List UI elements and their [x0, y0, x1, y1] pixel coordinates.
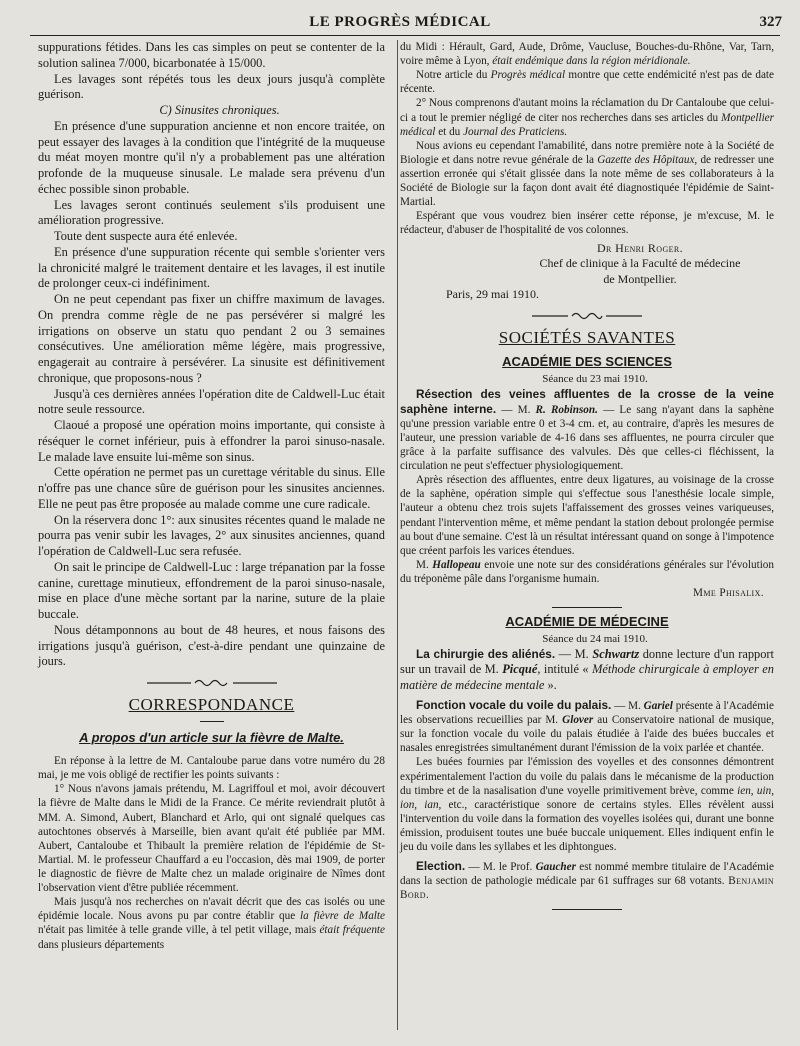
reporter-signature: Benjamin Bord.	[400, 875, 775, 902]
text-run: donne lecture d'un rapport sur un travail de M.	[400, 646, 774, 677]
paragraph	[400, 139, 774, 210]
paragraph	[400, 40, 774, 68]
date-line: Paris, 29 mai 1910.	[446, 287, 539, 302]
author-name: Hallopeau	[432, 558, 481, 571]
text-run: n'était pas limitée à telle grande ville, à tel petit village, mais	[38, 924, 320, 937]
text-run: — Le sang n'ayant dans la saphène qu'une pression variable entre 0 et 3-4 cm. et, au contraire, d'après les mesures de l'auteur, une pression variable de 4-16 dans ses affluentes, ne pourra circuler que grâce à la parfaite suffisance des valvules. Dès que celles-ci fléchissent, la circulation ne peut s'effectuer physiologiquement.	[400, 403, 774, 473]
signature-name: Dr Henri Roger.	[596, 240, 684, 255]
author-name: Gaucher	[535, 861, 576, 874]
report-heading: Fonction vocale du voile du palais.	[416, 697, 612, 712]
header-rule	[30, 35, 780, 36]
paragraph: Espérant que vous voudrez bien insérer cette réponse, je m'excuse, M. le rédacteur, d'abuser de l'hospitalité de vos colonnes.	[400, 210, 774, 237]
emphasis: Montpellier médical	[400, 111, 774, 138]
emphasis: Journal des Praticiens.	[463, 125, 568, 138]
subheading-chronic-sinusitis: C) Sinusites chroniques.	[159, 103, 280, 117]
emphasis: était fréquente	[319, 924, 385, 937]
running-title: LE PROGRÈS MÉDICAL	[309, 14, 491, 30]
left-column	[38, 40, 385, 952]
text-run: M.	[416, 558, 433, 571]
emphasis: ien, uin, ion, ian,	[400, 784, 775, 811]
paragraph: En réponse à la lettre de M. Cantaloube parue dans votre numéro du 28 mai, je me vois obligé de rectifier les points suivants :	[38, 755, 385, 782]
text-run: au Conservatoire national de musique, sur la fonction vocale du voile du palais étudiée à l'aide des buées buccales et nasales enregistrées simultanément durant l'émission de la voix parlée et chantée.	[400, 714, 774, 755]
paragraph: Les lavages seront continués seulement s'ils produisent une amélioration progressive.	[38, 197, 385, 228]
right-column	[400, 40, 774, 910]
paragraph: Après résection des affluentes, entre deux ligatures, au voisinage de la crosse de la saphène, opération simple qui s'effectue sous l'anesthésie locale simple, l'auteur a obtenu chez trois sujets l'affaissement des grosses veines variqueuses, pendant l'intervention même, et même pendant la station debout prolongée permise au bout d'une semaine. C'est là un résultat intéressant quand on songe à l'impotence que créent parfois les varices étendues.	[400, 474, 774, 557]
ornamental-divider	[532, 311, 642, 321]
page-number: 327	[759, 14, 782, 30]
section-title-societes: SOCIÉTÉS SAVANTES	[498, 327, 676, 347]
paragraph: Nous détamponnons au bout de 48 heures, et nous faisons des irrigations jusqu'à guérison, c'est-à-dire pendant une quinzaine de jours.	[38, 622, 385, 669]
paragraph: Les lavages sont répétés tous les deux jours jusqu'à complète guérison.	[38, 71, 385, 102]
paragraph	[400, 96, 774, 138]
emphasis: Méthode chirurgicale à employer en matière de médecine mentale	[400, 662, 774, 693]
text-run: Notre article du	[416, 69, 491, 82]
paragraph	[400, 647, 774, 694]
section-title-correspondance: CORRESPONDANCE	[128, 695, 295, 714]
text-run: Mais jusqu'à nos recherches on n'avait décrit que des cas isolés ou une épidémie locale. Nous avons pu par contre établir que	[38, 896, 385, 923]
text-run: Les buées fournies par l'émission des voyelles et des consonnes démontrent expérimentalement l'action du voile du palais dans le mécanisme de la production du timbre et de la nasalisation d'une voyelle primitivement brève, comme	[400, 756, 774, 797]
text-run: , intitulé «	[537, 662, 593, 677]
emphasis: Progrès médical	[490, 69, 566, 82]
title-dash	[200, 721, 224, 722]
medecine-reports	[400, 647, 774, 903]
paragraph: Toute dent suspecte aura été enlevée.	[54, 229, 238, 243]
paragraph: Cette opération ne permet pas un curettage véritable du sinus. Elle n'offre pas une chance sûre de guérison pour les sinusites anciennes. Elle ne peut pas être proposée au malade comme une cure radicale.	[38, 465, 385, 511]
text-run: ».	[544, 678, 557, 693]
letter-body	[38, 754, 385, 952]
signature-title: de Montpellier.	[603, 271, 677, 286]
text-run: Nous avions eu cependant l'amabilité, dans notre première note à la Société de Biologie et dans notre revue générale de la	[400, 139, 774, 166]
author-name: R. Robinson.	[535, 403, 598, 416]
author-name: Schwartz	[592, 646, 640, 661]
report-heading: Résection des veines affluentes de la crosse de la veine saphène interne.	[400, 386, 774, 416]
paragraph	[400, 755, 774, 854]
academy-title: ACADÉMIE DES SCIENCES	[502, 354, 672, 370]
text-run: — M.	[496, 403, 536, 416]
ornamental-divider	[147, 678, 277, 688]
report-heading: La chirurgie des aliénés.	[416, 646, 556, 661]
session-date: Séance du 24 mai 1910.	[542, 632, 648, 645]
author-name: Gariel	[643, 699, 673, 712]
paragraph	[400, 68, 774, 96]
column-divider	[397, 40, 398, 1030]
text-run: de redresser une assertion erronée qui s'était glissée dans la note même de ses collaborateurs à la Société de Biologie sur la façon dont avait été diagnostiquée l'épidémie de Saint-Martial.	[400, 153, 774, 209]
section-rule	[552, 607, 622, 608]
paragraph	[400, 558, 774, 586]
emphasis: la fièvre de Malte	[300, 910, 385, 923]
paragraph	[400, 859, 774, 902]
author-name: Glover	[562, 714, 594, 727]
text-run: montre que cette endémicité n'est pas de date récente.	[400, 69, 775, 96]
emphasis: Gazette des Hôpitaux,	[597, 153, 698, 166]
text-run: dans plusieurs départements	[38, 938, 165, 951]
emphasis: était endémique dans la région méridionale.	[492, 55, 691, 68]
text-run: — M.	[611, 699, 644, 712]
session-date: Séance du 23 mai 1910.	[542, 372, 648, 385]
sciences-reports	[400, 387, 774, 601]
paragraph	[38, 895, 385, 951]
paragraph	[400, 698, 774, 755]
text-run: envoie une note sur des considérations générales sur l'évolution du tréponème pâle dans l'organisme humain.	[400, 558, 774, 586]
paragraph: On ne peut cependant pas fixer un chiffre maximum de lavages. On prendra comme règle de ne pas persévérer si malgré les irrigations on observe un statu quo pendant 2 ou 3 semaines consécutives. Une amélioration même légère, mais progressive, engagerait au contraire à persévérer. La sinusite est définitivement chronique, que proposons-nous ?	[38, 292, 385, 385]
academy-title: ACADÉMIE DE MÉDECINE	[505, 614, 669, 630]
section-rule	[552, 909, 622, 910]
paragraph: On la réservera donc 1°: aux sinusites récentes quand le malade ne pourra pas venir subir les lavages, 2° aux sinusites anciennes, quand l'opération de Caldwell-Luc sera refusée.	[38, 512, 385, 558]
paragraph: En présence d'une suppuration ancienne et non encore traitée, on peut essayer des lavages à la condition que l'intégrité de la muqueuse du méat moyen montre qu'il n'y a probablement pas une altération profonde de la muqueuse sinusale. Le malade sera prévenu d'un échec possible sinon probable.	[38, 118, 385, 196]
text-run: est nommé membre titulaire de l'Académie dans la section de pathologie médicale par 61 suffrages sur 68 votants.	[400, 861, 774, 888]
text-run: — M. le Prof.	[465, 861, 536, 874]
text-run: 2° Nous comprenons d'autant moins la réclamation du Dr Cantaloube que celui-ci a tout le premier négligé de citer nos recherches dans ses articles du	[400, 97, 774, 124]
text-run: présente à l'Académie les observations recueillies par M.	[400, 699, 774, 727]
article-title: A propos d'un article sur la fièvre de Malte.	[79, 729, 344, 745]
signature-title: Chef de clinique à la Faculté de médecine	[539, 256, 741, 271]
voice-report	[400, 698, 774, 903]
paragraph: On sait le principe de Caldwell-Luc : large trépanation par la fosse canine, curettage minutieux, effondrement de la paroi sinuso-nasale, mise en place d'une mèche sortant par la narine, suture de la plaie buccale.	[38, 559, 385, 621]
text-run: du Midi : Hérault, Gard, Aude, Drôme, Vaucluse, Bouches-du-Rhône, Var, Tarn, voire même à Lyon,	[400, 41, 774, 68]
paragraph: Claoué a proposé une opération moins importante, qui consiste à réséquer le cornet inférieur, puis à effondrer la paroi sinuso-nasale. Le malade lave ensuite lui-même son sinus.	[38, 418, 385, 464]
letter-continuation	[400, 40, 774, 238]
text-run: — M.	[555, 646, 593, 661]
author-name: Picqué	[502, 662, 538, 677]
paragraph: Jusqu'à ces dernières années l'opération dite de Caldwell-Luc était notre seule ressource.	[38, 386, 385, 417]
paragraph: suppurations fétides. Dans les cas simples on peut se contenter de la solution salinea 7/000, bicarbonatée à 15/000.	[38, 40, 385, 70]
report-heading: Election.	[416, 859, 466, 874]
text-run: et du	[435, 125, 464, 138]
paragraph: 1° Nous n'avons jamais prétendu, M. Lagriffoul et moi, avoir découvert la fièvre de Malte dans le Midi de la France. Ce mérite reviendrait plutôt à MM. A. Simond, Aubert, Blanchard et Arlo, qui ont signalé quelques cas autochtones observés à Marseille, bien avant qu'ait été publiée par MM. Aubert, Cantaloube et Thibault la première relation de l'épidémie de St-Martial. M. le professeur Chauffard a eu l'occasion, dès mai 1909, de porter le diagnostic de fièvre de Malte chez un malade originaire de Nîmes dont l'observation vient d'être publiée récemment.	[38, 783, 385, 895]
text-run: etc., caractéristique sonore de certains styles. Elles révèlent aussi l'intervention du voile dans la formation des voyelles isolées qui, durant une bonne émission, produisent toutes une buée buccale uniquement. Elles indiquent enfin le jeu du voile dans les syllabes et les diphtongues.	[400, 798, 774, 854]
paragraph	[400, 387, 774, 474]
paragraph: En présence d'une suppuration récente qui semble s'orienter vers la chronicité malgré le traitement dentaire et les lavages, il est inutile de prolonger ceux-ci indéfiniment.	[38, 244, 385, 291]
reporter-signature: Mme Phisalix.	[693, 587, 764, 600]
